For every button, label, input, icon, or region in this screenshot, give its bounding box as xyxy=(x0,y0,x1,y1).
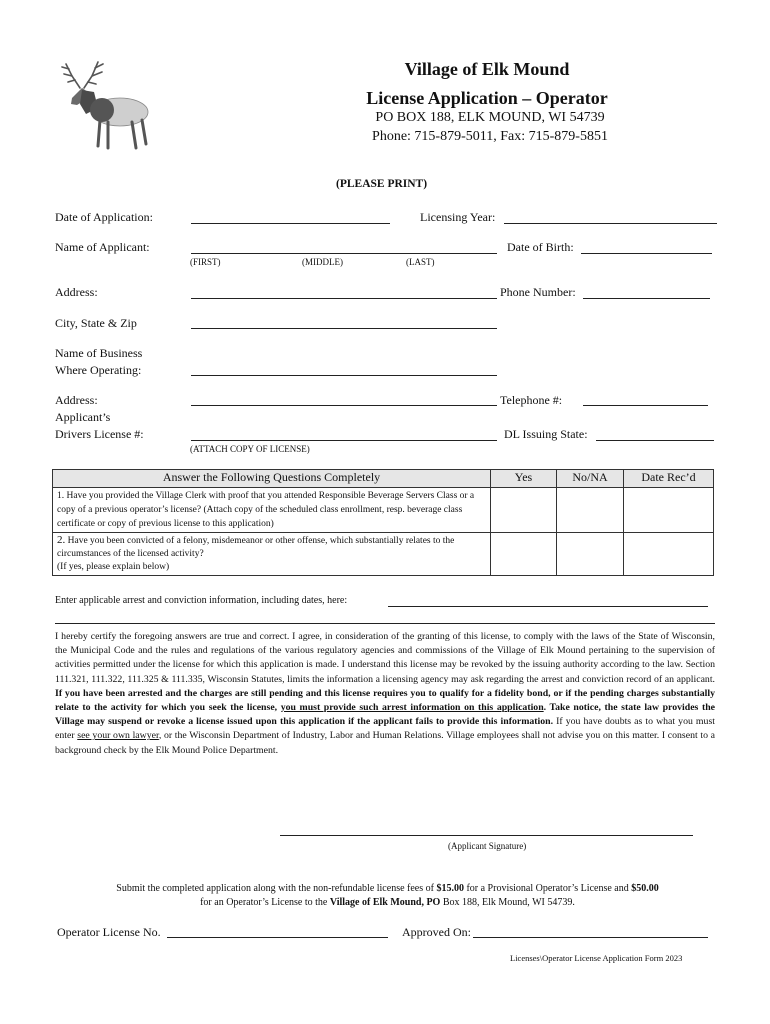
question-2-no-cell[interactable] xyxy=(557,533,624,576)
certification-bold-1: If you have been arrested and the charges are still pending and this license requires you to qualify for a fidelity bond, or if the pending charges substantially relate to the activity for which you seek the license, xyxy=(55,687,715,714)
attach-copy-caption: (ATTACH COPY OF LICENSE) xyxy=(190,444,310,454)
middle-name-caption: (MIDDLE) xyxy=(302,257,343,267)
drivers-license-field[interactable] xyxy=(191,440,497,441)
form-reference: Licenses\Operator License Application Form 2023 xyxy=(510,953,683,963)
city-state-zip-field[interactable] xyxy=(191,328,497,329)
name-of-applicant-label: Name of Applicant: xyxy=(55,240,150,254)
approved-on-label: Approved On: xyxy=(402,925,471,939)
telephone-label: Telephone #: xyxy=(500,393,563,407)
city-state-zip-label: City, State & Zip xyxy=(55,316,137,330)
submit-text-4: Box 188, Elk Mound, WI 54739. xyxy=(440,897,575,908)
arrest-info-field-2[interactable] xyxy=(55,623,715,624)
applicant-signature-label: (Applicant Signature) xyxy=(448,841,527,851)
question-1-date-cell[interactable] xyxy=(624,488,714,533)
last-name-caption: (LAST) xyxy=(406,257,435,267)
address-label: Address: xyxy=(55,285,98,299)
date-of-birth-field[interactable] xyxy=(581,253,712,254)
certification-part-1: I hereby certify the foregoing answers are true and correct. I agree, in consideration of the granting of this license, to comply with the laws of the State of Wisconsin, the Municipal Code and the rules and regulations of the various regulatory agencies and commissions of the Village of Elk Mound pertaining to the supervision of activities permitted under the license for which this application is made. I understand this license may be revoked by the issuing authority according to the law. Section 111.321, 111.322, 111.325 & 111.335, Wisconsin Statutes, limits the information a licensing agency may ask regarding the arrest and conviction record of an applicant. xyxy=(55,631,715,685)
date-received-header: Date Rec’d xyxy=(624,470,714,488)
elk-icon xyxy=(58,58,156,156)
no-na-header: No/NA xyxy=(557,470,624,488)
village-title: Village of Elk Mound xyxy=(404,59,570,79)
business-address-label: Address: xyxy=(55,393,98,407)
dl-issuing-state-label: DL Issuing State: xyxy=(504,427,588,441)
date-of-application-field[interactable] xyxy=(191,223,390,224)
questions-header-row xyxy=(53,470,714,488)
po-box-address: PO BOX 188, ELK MOUND, WI 54739 xyxy=(375,110,605,125)
arrest-info-label: Enter applicable arrest and conviction information, including dates, here: xyxy=(55,595,348,606)
arrest-info-field[interactable] xyxy=(388,606,708,607)
certification-bold-underline: you must provide such arrest information on this application xyxy=(280,702,544,714)
date-of-birth-label: Date of Birth: xyxy=(507,240,574,254)
certification-bold-2: . Take notice, the state law provides the Village may suspend or revoke a license issued upon this application if the applicant fails to provide this information. xyxy=(55,702,715,728)
question-1-yes-cell[interactable] xyxy=(491,488,557,533)
please-print: (PLEASE PRINT) xyxy=(336,178,428,190)
name-of-applicant-field[interactable] xyxy=(191,253,497,254)
name-of-business-label: Name of Business xyxy=(55,346,143,360)
operator-license-no-field[interactable] xyxy=(167,937,388,938)
question-row-1 xyxy=(53,488,714,533)
submit-text-1: Submit the completed application along with the non-refundable license fees of xyxy=(116,883,437,894)
certification-lawyer-link: see your own lawyer xyxy=(77,730,159,742)
submit-instructions-line-1 xyxy=(60,883,715,894)
questions-table xyxy=(52,469,714,576)
phone-fax: Phone: 715-879-5011, Fax: 715-879-5851 xyxy=(372,129,608,144)
phone-number-field[interactable] xyxy=(583,298,710,299)
submit-text-3: for an Operator’s License to the xyxy=(200,897,330,908)
question-1-body: Have you provided the Village Clerk with proof that you attended Responsible Beverage Servers Class or a copy of a previous operator’s license? (Attach copy of the scheduled class enrollment, resp. beverage class certificate or copy of previous license to this application) xyxy=(57,491,475,529)
question-2-body: Have you been convicted of a felony, misdemeanor or other offense, which substantially relates to the circumstances of the licensed activity? xyxy=(57,536,455,559)
address-field[interactable] xyxy=(191,298,497,299)
certification-part-2: If you have doubts as to what you must enter xyxy=(55,716,715,742)
yes-header: Yes xyxy=(491,470,557,488)
operator-fee: $50.00 xyxy=(631,883,659,894)
question-row-2 xyxy=(53,533,714,576)
submit-instructions-line-2 xyxy=(60,897,715,908)
business-name-field[interactable] xyxy=(191,375,497,376)
submit-text-2: for a Provisional Operator’s License and xyxy=(463,883,632,894)
applicant-signature-field[interactable] xyxy=(280,835,693,836)
dl-issuing-state-field[interactable] xyxy=(596,440,714,441)
certification-paragraph xyxy=(55,630,715,758)
licensing-year-label: Licensing Year: xyxy=(420,210,496,224)
question-1-text xyxy=(53,488,491,533)
licensing-year-field[interactable] xyxy=(504,223,717,224)
date-of-application-label: Date of Application: xyxy=(55,210,153,224)
applicants-label: Applicant’s xyxy=(55,410,111,424)
form-title: License Application – Operator xyxy=(366,88,608,108)
question-1-no-cell[interactable] xyxy=(557,488,624,533)
submit-village-bold: Village of Elk Mound, PO xyxy=(329,897,441,908)
certification-part-3: , or the Wisconsin Department of Industry, Labor and Human Relations. Village employees shall not advise you on this matter. I consent to a background check by the Elk Mound Police Department. xyxy=(55,730,716,756)
question-1-number: 1. xyxy=(57,491,65,501)
question-2-text xyxy=(53,533,491,576)
question-2-number: 2. xyxy=(57,534,66,546)
first-name-caption: (FIRST) xyxy=(190,257,221,267)
provisional-fee: $15.00 xyxy=(436,883,464,894)
questions-header: Answer the Following Questions Completely xyxy=(53,470,491,488)
question-2-date-cell[interactable] xyxy=(624,533,714,576)
approved-on-field[interactable] xyxy=(473,937,708,938)
phone-number-label: Phone Number: xyxy=(500,285,576,299)
question-2-yes-cell[interactable] xyxy=(491,533,557,576)
operator-license-no-label: Operator License No. xyxy=(57,925,161,939)
question-2-note: (If yes, please explain below) xyxy=(57,562,170,572)
business-address-field[interactable] xyxy=(191,405,497,406)
where-operating-label: Where Operating: xyxy=(55,363,142,377)
telephone-field[interactable] xyxy=(583,405,708,406)
drivers-license-label: Drivers License #: xyxy=(55,427,144,441)
